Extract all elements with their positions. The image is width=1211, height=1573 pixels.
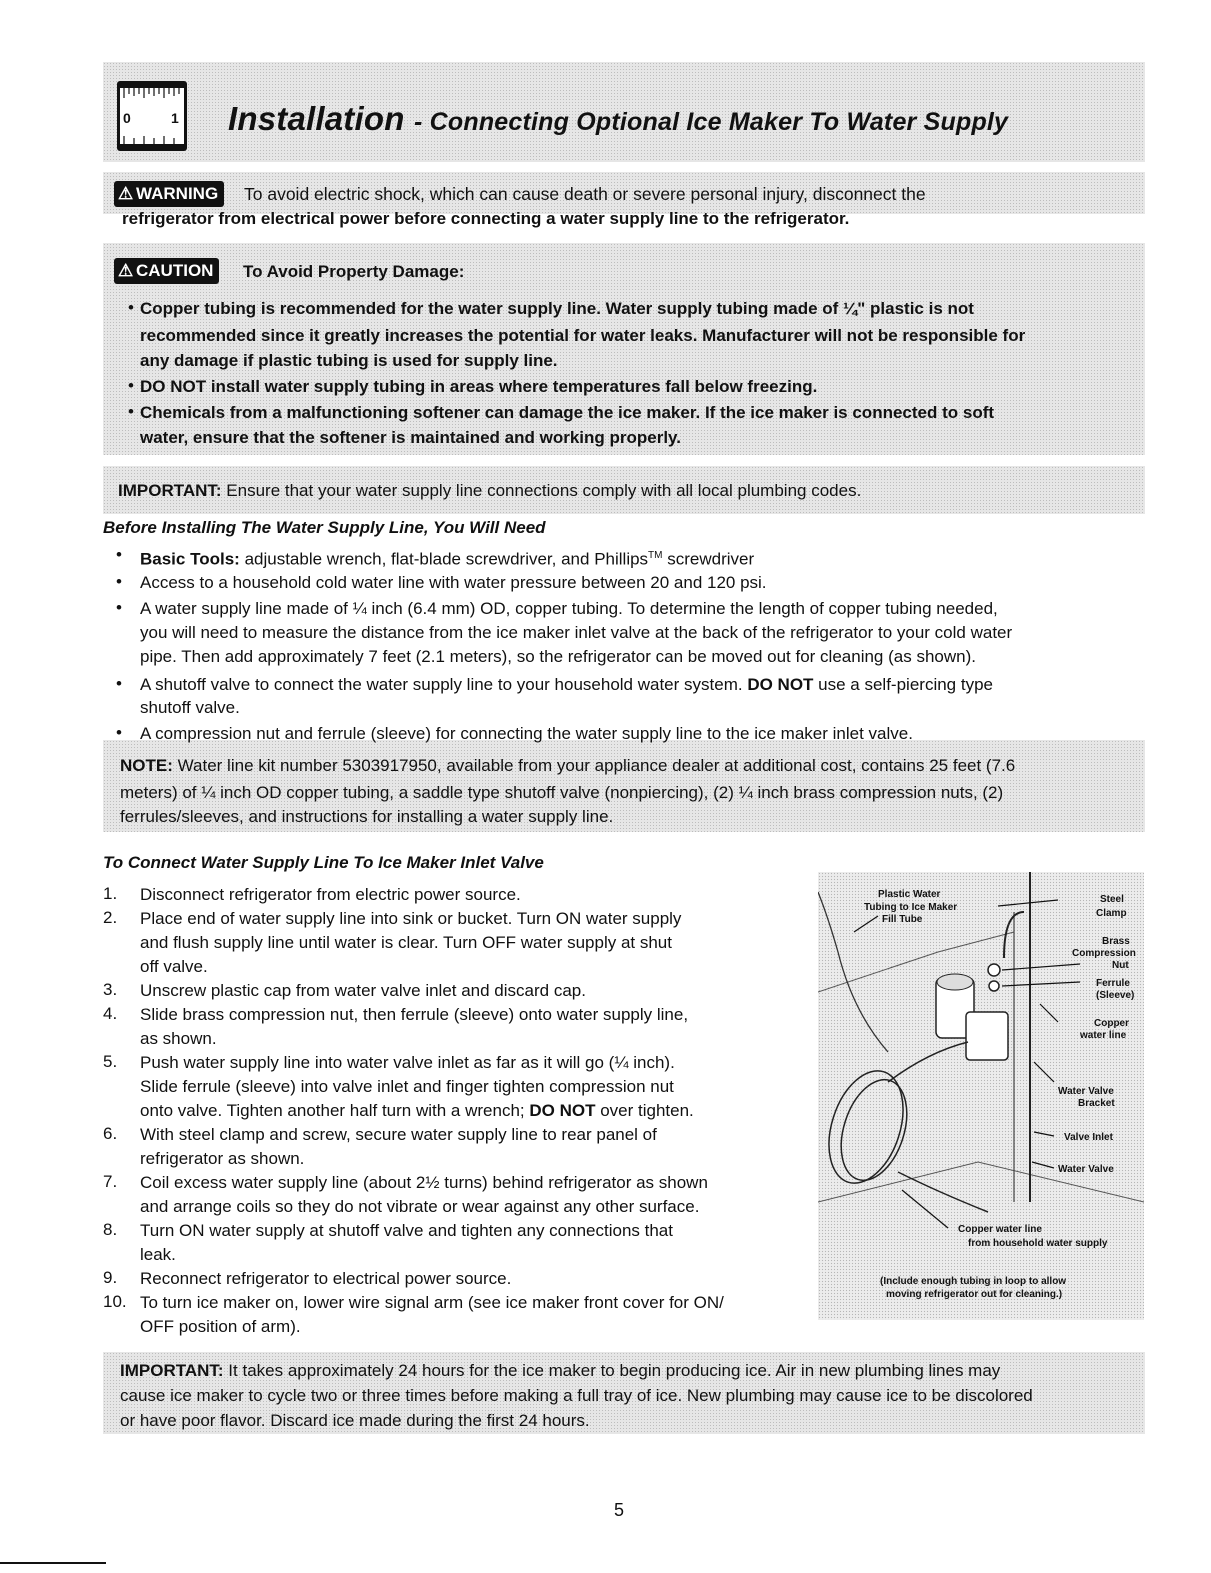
step-10-line-1: To turn ice maker on, lower wire signal arm (see ice maker front cover for ON/: [140, 1293, 724, 1312]
label-household-1: Copper water line: [958, 1224, 1042, 1235]
before-item-shutoff: [140, 674, 993, 695]
important-label: IMPORTANT:: [118, 481, 222, 500]
label-ferrule-2: (Sleeve): [1096, 990, 1135, 1001]
label-household-2: from household water supply: [968, 1238, 1108, 1249]
caution-bullet-2-line-1: DO NOT install water supply tubing in areas where temperatures fall below freezing.: [140, 377, 818, 396]
before-item-compression: A compression nut and ferrule (sleeve) for connecting the water supply line to the ice maker inlet valve.: [140, 724, 913, 743]
caution-badge-label: CAUTION: [136, 261, 214, 280]
important-note-bottom-line-2: cause ice maker to cycle two or three times before making a full tray of ice. New plumbing may cause ice to be discolored: [120, 1386, 1033, 1405]
step-6-line-1: With steel clamp and screw, secure water supply line to rear panel of: [140, 1125, 657, 1144]
svg-text:0: 0: [123, 110, 131, 126]
caution-badge: [114, 258, 219, 284]
step-6-number: 6.: [103, 1124, 118, 1143]
step-5-text-c: over tighten.: [600, 1101, 694, 1120]
label-plastic-tubing-2: Tubing to Ice Maker: [864, 902, 958, 913]
step-3-number: 3.: [103, 980, 118, 999]
warning-badge-label: WARNING: [136, 184, 219, 203]
step-1-line-1: Disconnect refrigerator from electric power source.: [140, 885, 521, 904]
basic-tools-text: adjustable wrench, flat-blade screwdriver, and Phillips: [244, 549, 649, 569]
caution-triangle-icon: ⚠: [118, 261, 134, 280]
connect-heading: To Connect Water Supply Line To Ice Maker Inlet Valve: [103, 853, 544, 872]
caution-bullet-3-line-2: water, ensure that the softener is maintained and working properly.: [140, 428, 681, 447]
caution-bullet-3-dot: •: [128, 402, 134, 421]
note-line-1: [120, 755, 1015, 776]
before-bullet-3-dot: •: [116, 598, 122, 617]
label-steel-2: Clamp: [1096, 908, 1127, 919]
caution-bullet-1-line-1: Copper tubing is recommended for the water supply line. Water supply tubing made of ¼" plastic is not: [140, 299, 974, 318]
important-note-bottom-line-3: or have poor flavor. Discard ice made during the first 24 hours.: [120, 1411, 590, 1430]
caution-bullet-1-line-2: recommended since it greatly increases the potential for water leaks. Manufacturer will not be responsible for: [140, 326, 1026, 345]
warning-triangle-icon: ⚠: [118, 184, 134, 203]
before-installing-heading: Before Installing The Water Supply Line, You Will Need: [103, 518, 546, 537]
basic-tools-label: Basic Tools:: [140, 549, 240, 569]
label-loop-1: (Include enough tubing in loop to allow: [880, 1276, 1067, 1287]
warning-line-1: To avoid electric shock, which can cause death or severe personal injury, disconnect the: [244, 184, 926, 204]
ice-maker-connection-diagram: [818, 872, 1144, 1320]
label-fill-tube: Fill Tube: [882, 914, 923, 925]
caution-bullet-1-line-3: any damage if plastic tubing is used for supply line.: [140, 351, 558, 370]
step-9-number: 9.: [103, 1268, 118, 1287]
caution-heading: To Avoid Property Damage:: [243, 262, 465, 281]
note-line-2: meters) of ¼ inch OD copper tubing, a saddle type shutoff valve (nonpiercing), (2) ¼ inch brass compression nuts, (2): [120, 783, 1004, 802]
step-8-line-1: Turn ON water supply at shutoff valve and tighten any connections that: [140, 1221, 673, 1240]
step-7-line-2: and arrange coils so they do not vibrate or wear against any other surface.: [140, 1197, 700, 1216]
page-title: [228, 100, 1008, 138]
before-bullet-2-dot: •: [116, 572, 122, 591]
step-5-line-3: [140, 1100, 694, 1121]
before-item-line-3: pipe. Then add approximately 7 feet (2.1 meters), so the refrigerator can be moved out for cleaning (as shown).: [140, 647, 976, 666]
basic-tools-end: screwdriver: [667, 549, 755, 569]
label-brass-3: Nut: [1112, 960, 1129, 971]
trademark-mark: TM: [648, 550, 663, 561]
label-steel-1: Steel: [1100, 894, 1124, 905]
label-brass-1: Brass: [1102, 936, 1130, 947]
title-sub: - Connecting Optional Ice Maker To Water Supply: [413, 108, 1009, 136]
caution-bullet-2-dot: •: [128, 376, 134, 395]
warning-badge: [114, 181, 224, 207]
step-1-number: 1.: [103, 884, 118, 903]
before-item-access: Access to a household cold water line with water pressure between 20 and 120 psi.: [140, 573, 767, 592]
step-3-line-1: Unscrew plastic cap from water valve inlet and discard cap.: [140, 981, 586, 1000]
step-4-line-2: as shown.: [140, 1029, 217, 1048]
label-valve-inlet: Valve Inlet: [1064, 1132, 1113, 1143]
caution-bullet-3-line-1: Chemicals from a malfunctioning softener can damage the ice maker. If the ice maker is connected to soft: [140, 403, 995, 422]
before-bullet-1-dot: •: [116, 545, 122, 564]
important-note-top: [118, 480, 861, 501]
important-text: Ensure that your water supply line connections comply with all local plumbing codes.: [226, 481, 862, 500]
step-7-number: 7.: [103, 1172, 118, 1191]
important-note-bottom-line-1: [120, 1360, 1000, 1381]
step-2-line-1: Place end of water supply line into sink or bucket. Turn ON water supply: [140, 909, 682, 928]
step-10-number: 10.: [103, 1292, 127, 1311]
before-item-line-2: you will need to measure the distance from the ice maker inlet valve at the back of the refrigerator to your cold water: [140, 623, 1013, 642]
footer-rule: [0, 1562, 106, 1564]
step-9-line-1: Reconnect refrigerator to electrical power source.: [140, 1269, 512, 1288]
label-water-valve: Water Valve: [1058, 1164, 1114, 1175]
important-label-bottom: IMPORTANT:: [120, 1361, 224, 1380]
step-4-line-1: Slide brass compression nut, then ferrule (sleeve) onto water supply line,: [140, 1005, 689, 1024]
label-loop-2: moving refrigerator out for cleaning.): [886, 1289, 1063, 1300]
label-bracket-1: Water Valve: [1058, 1086, 1114, 1097]
caution-bullet-1-dot: •: [128, 298, 134, 317]
important-bottom-text-1: It takes approximately 24 hours for the ice maker to begin producing ice. Air in new plumbing lines may: [228, 1361, 1001, 1380]
page-number: 5: [614, 1500, 625, 1520]
svg-text:1: 1: [171, 110, 179, 126]
warning-line-2: refrigerator from electrical power before connecting a water supply line to the refrigerator.: [122, 209, 850, 228]
label-brass-2: Compression: [1072, 948, 1136, 959]
before-item-line-1: A water supply line made of ¼ inch (6.4 mm) OD, copper tubing. To determine the length of copper tubing needed,: [140, 599, 998, 618]
label-bracket-2: Bracket: [1078, 1098, 1115, 1109]
shutoff-text-c: use a self-piercing type: [818, 675, 993, 694]
ruler-icon: [116, 80, 188, 152]
step-4-number: 4.: [103, 1004, 118, 1023]
before-bullet-5-dot: •: [116, 723, 122, 742]
step-5-line-2: Slide ferrule (sleeve) into valve inlet and finger tighten compression nut: [140, 1077, 674, 1096]
step-10-line-2: OFF position of arm).: [140, 1317, 301, 1336]
shutoff-do-not: DO NOT: [747, 675, 814, 694]
note-line-3: ferrules/sleeves, and instructions for installing a water supply line.: [120, 807, 614, 826]
label-copper-2: water line: [1080, 1030, 1127, 1041]
step-2-line-2: and flush supply line until water is clear. Turn OFF water supply at shut: [140, 933, 672, 952]
shutoff-text-a: A shutoff valve to connect the water supply line to your household water system.: [140, 675, 743, 694]
note-label: NOTE:: [120, 756, 173, 775]
label-ferrule-1: Ferrule: [1096, 978, 1130, 989]
step-8-number: 8.: [103, 1220, 118, 1239]
label-plastic-tubing-1: Plastic Water: [878, 889, 941, 900]
step-5-number: 5.: [103, 1052, 118, 1071]
step-5-line-1: Push water supply line into water valve inlet as far as it will go (¼ inch).: [140, 1053, 675, 1072]
step-5-do-not: DO NOT: [529, 1101, 596, 1120]
before-item-tools: [140, 545, 754, 570]
step-6-line-2: refrigerator as shown.: [140, 1149, 305, 1168]
step-2-line-3: off valve.: [140, 957, 208, 976]
step-8-line-2: leak.: [140, 1245, 176, 1264]
label-copper-1: Copper: [1094, 1018, 1129, 1029]
title-main: Installation: [228, 100, 405, 137]
note-text-1: Water line kit number 5303917950, available from your appliance dealer at additional cost, contains 25 feet (7.6: [177, 756, 1016, 775]
before-item-shutoff-line-2: shutoff valve.: [140, 698, 240, 717]
step-7-line-1: Coil excess water supply line (about 2½ turns) behind refrigerator as shown: [140, 1173, 708, 1192]
before-bullet-4-dot: •: [116, 674, 122, 693]
step-5-text-a: onto valve. Tighten another half turn with a wrench;: [140, 1101, 525, 1120]
step-2-number: 2.: [103, 908, 118, 927]
